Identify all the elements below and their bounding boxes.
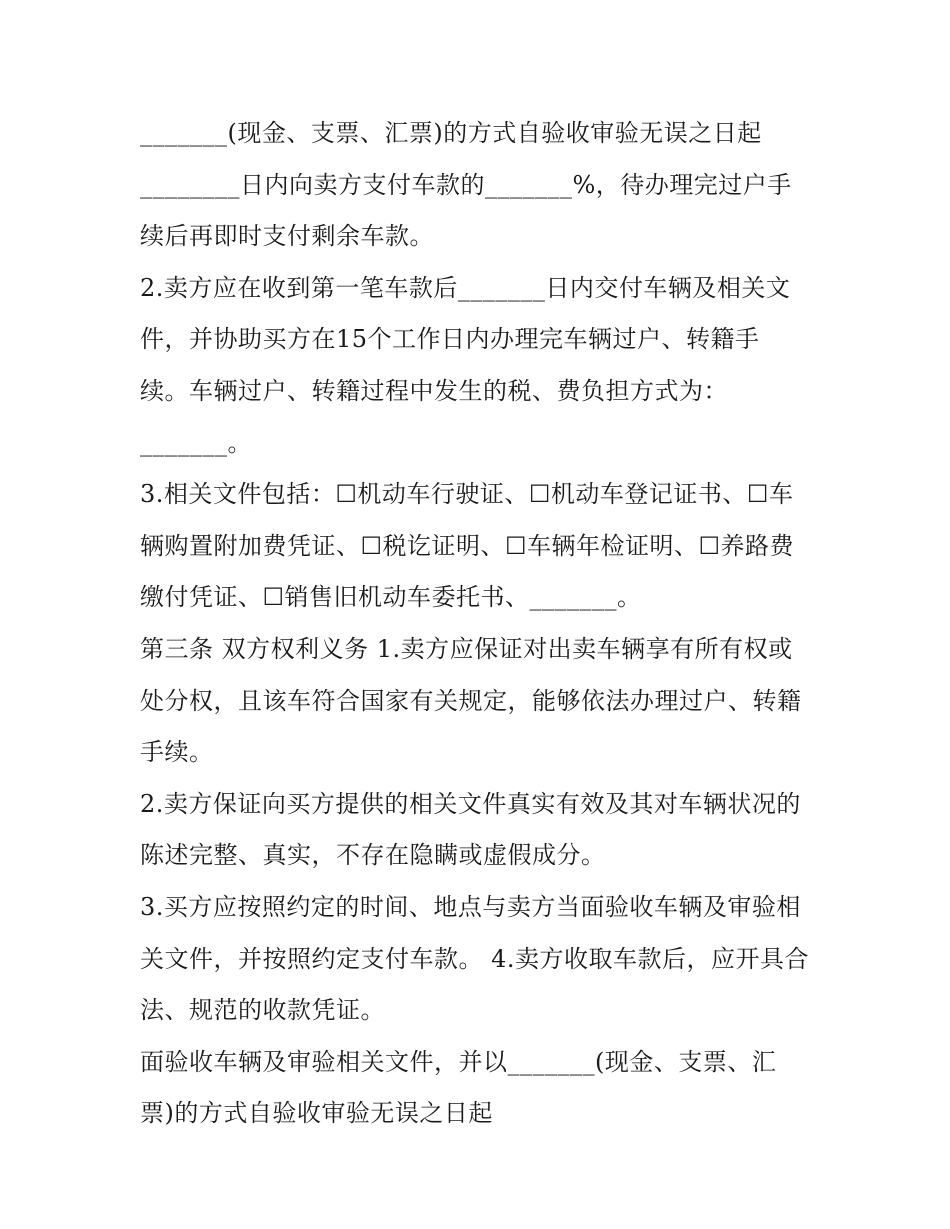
text-line: 关文件，并按照约定支付车款。 4.卖方收取车款后，应开具合	[140, 944, 810, 973]
text-line: 票)的方式自验收审验无误之日起	[140, 1099, 493, 1128]
text-line: 2.卖方保证向买方提供的相关文件真实有效及其对车辆状况的	[140, 789, 801, 818]
text-line: 件，并协助买方在15个工作日内办理完车辆过户、转籍手	[140, 325, 760, 354]
text-line: 第三条 双方权利义务 1.卖方应保证对出卖车辆享有所有权或	[140, 634, 793, 663]
text-line: 2.卖方应在收到第一笔车款后_______日内交付车辆及相关文	[140, 273, 791, 302]
text-line: 面验收车辆及审验相关文件，并以_______(现金、支票、汇	[140, 1047, 777, 1076]
text-line: 手续。	[140, 738, 214, 767]
text-line: 陈述完整、真实，不存在隐瞒或虚假成分。	[140, 841, 606, 870]
document-body	[140, 108, 820, 1140]
text-line: 3.买方应按照约定的时间、地点与卖方当面验收车辆及审验相	[140, 892, 801, 921]
text-line: 续。车辆过户、转籍过程中发生的税、费负担方式为：	[140, 376, 728, 405]
text-line: _______。	[140, 428, 252, 457]
text-line: ________日内向卖方支付车款的_______%，待办理完过户手	[140, 170, 792, 199]
text-line: 缴付凭证、☐销售旧机动车委托书、_______。	[140, 583, 642, 612]
text-line: 法、规范的收款凭证。	[140, 996, 385, 1025]
text-line: 处分权，且该车符合国家有关规定，能够依法办理过户、转籍	[140, 686, 802, 715]
text-line: 续后再即时支付剩余车款。	[140, 222, 434, 251]
text-line: 辆购置附加费凭证、☐税讫证明、☐车辆年检证明、☐养路费	[140, 531, 795, 560]
text-line: 3.相关文件包括：☐机动车行驶证、☐机动车登记证书、☐车	[140, 480, 794, 509]
text-line: _______(现金、支票、汇票)的方式自验收审验无误之日起	[140, 119, 762, 147]
